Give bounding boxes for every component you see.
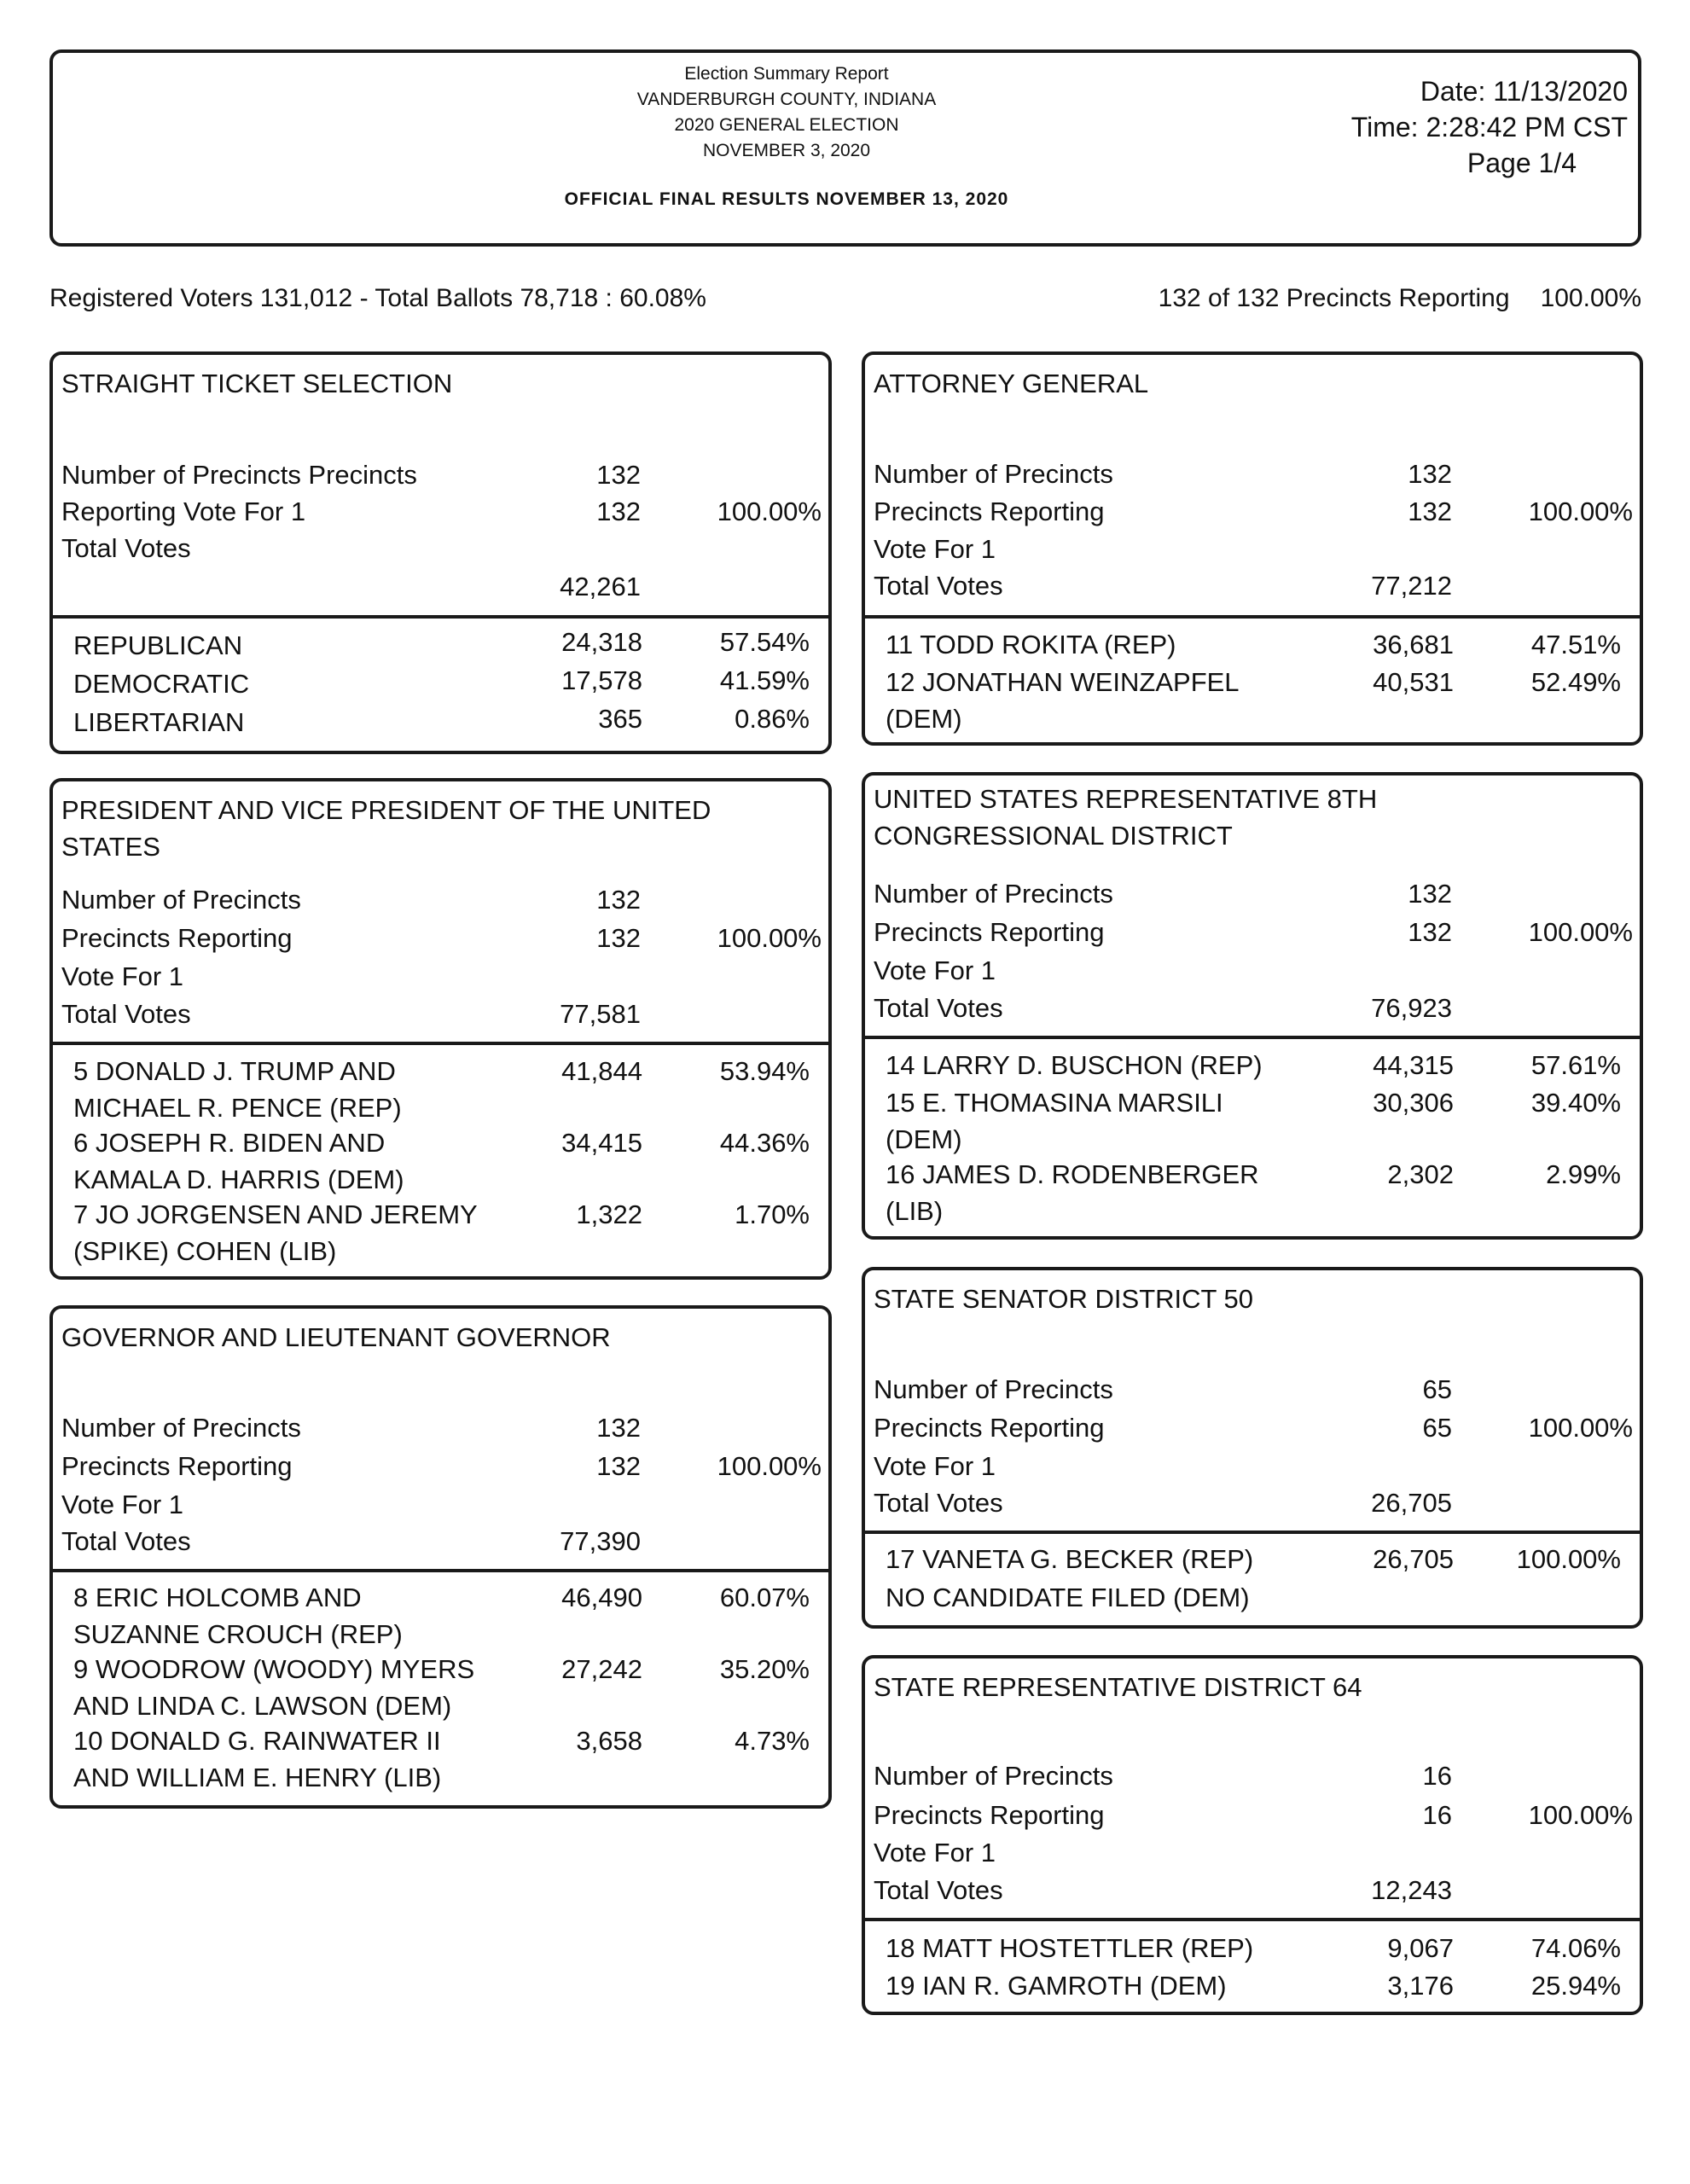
stat-value: 132 <box>596 460 641 490</box>
candidate-votes: 36,681 <box>1373 630 1454 659</box>
candidate-votes: 365 <box>598 704 642 734</box>
report-time: Time: 2:28:42 PM CST <box>1350 112 1628 142</box>
stat-label: Vote For 1 <box>61 961 184 991</box>
candidate-pct: 52.49% <box>1530 667 1621 697</box>
stat-label: Vote For 1 <box>61 1490 184 1519</box>
stat-label: Number of Precincts <box>874 459 1113 489</box>
contest-president <box>49 778 832 1280</box>
candidate-pct: 4.73% <box>735 1726 810 1756</box>
candidate-pct: 25.94% <box>1530 1971 1621 2001</box>
candidate-name: 12 JONATHAN WEINZAPFEL (DEM) <box>886 667 1240 734</box>
stat-pct: 100.00% <box>717 923 822 953</box>
contest-us-representative-8th <box>862 772 1643 1240</box>
stat-value: 132 <box>1408 497 1452 526</box>
stat-pct: 100.00% <box>1528 497 1633 526</box>
total-votes-value: 77,212 <box>1371 571 1452 601</box>
candidate-votes: 17,578 <box>561 665 642 695</box>
candidate-pct: 47.51% <box>1530 630 1621 659</box>
candidate-votes: 30,306 <box>1373 1088 1454 1118</box>
stat-label: Total Votes <box>874 993 1003 1023</box>
stat-label: Vote For 1 <box>874 956 996 985</box>
candidate-votes: 24,318 <box>561 627 642 657</box>
stat-label: Total Votes <box>874 571 1003 601</box>
stat-label: Number of Precincts Precincts <box>61 460 417 490</box>
candidate-votes: 9,067 <box>1387 1933 1454 1963</box>
election-name: 2020 GENERAL ELECTION <box>674 115 899 135</box>
divider <box>53 1042 828 1045</box>
stat-label: Total Votes <box>874 1488 1003 1518</box>
precincts-reporting-text: 132 of 132 Precincts Reporting <box>1158 284 1510 312</box>
candidate-votes: 41,844 <box>561 1056 642 1086</box>
stat-label: Number of Precincts <box>874 1374 1113 1404</box>
precincts-summary <box>1159 284 1641 313</box>
registered-voters-summary: Registered Voters 131,012 - Total Ballots 78,718 : 60.08% <box>49 284 706 312</box>
candidate-name: 6 JOSEPH R. BIDEN AND KAMALA D. HARRIS (DEM) <box>73 1128 404 1194</box>
stat-label: Number of Precincts <box>61 885 301 915</box>
candidate-pct: 41.59% <box>719 665 810 695</box>
stat-value: 132 <box>1408 459 1452 489</box>
candidate-name: 10 DONALD G. RAINWATER II AND WILLIAM E. HENRY (LIB) <box>73 1726 442 1792</box>
candidate-name: NO CANDIDATE FILED (DEM) <box>886 1583 1250 1612</box>
stat-pct: 100.00% <box>717 1451 822 1481</box>
divider <box>865 1918 1640 1921</box>
stat-label: Vote For 1 <box>874 1451 996 1481</box>
candidate-name: 9 WOODROW (WOODY) MYERS AND LINDA C. LAWSON (DEM) <box>73 1654 475 1721</box>
official-results-label: OFFICIAL FINAL RESULTS NOVEMBER 13, 2020 <box>564 189 1009 209</box>
candidate-name: 7 JO JORGENSEN AND JEREMY (SPIKE) COHEN (LIB) <box>73 1199 478 1266</box>
total-votes-value: 77,390 <box>560 1526 641 1556</box>
stat-label: Total Votes <box>874 1875 1003 1905</box>
stat-label: Number of Precincts <box>874 1761 1113 1791</box>
candidate-votes: 46,490 <box>561 1583 642 1612</box>
stat-value: 132 <box>1408 879 1452 909</box>
stat-label: Precincts Reporting <box>61 1451 293 1481</box>
stat-value: 132 <box>596 885 641 915</box>
stat-label: Precincts Reporting <box>874 1800 1105 1830</box>
candidate-votes: 26,705 <box>1373 1544 1454 1574</box>
contest-governor <box>49 1305 832 1809</box>
contest-title: STATE SENATOR DISTRICT 50 <box>874 1284 1253 1314</box>
candidate-votes: 2,302 <box>1387 1159 1454 1189</box>
candidate-votes: 3,176 <box>1387 1971 1454 2001</box>
stat-label: Precincts Reporting <box>874 1413 1105 1443</box>
candidate-pct: 2.99% <box>1546 1159 1621 1189</box>
total-votes-value: 42,261 <box>560 572 641 601</box>
divider <box>53 615 828 619</box>
stat-label: Total Votes <box>61 1526 191 1556</box>
precincts-reporting-pct: 100.00% <box>1540 284 1641 312</box>
stat-label: Vote For 1 <box>874 534 996 564</box>
candidate-name: 8 ERIC HOLCOMB AND SUZANNE CROUCH (REP) <box>73 1583 403 1649</box>
election-date: NOVEMBER 3, 2020 <box>702 141 871 160</box>
page-number: Page 1/4 <box>1466 148 1577 178</box>
candidate-name: 14 LARRY D. BUSCHON (REP) <box>886 1050 1263 1080</box>
contest-title: ATTORNEY GENERAL <box>874 369 1149 398</box>
contest-title: STRAIGHT TICKET SELECTION <box>61 369 453 398</box>
stat-pct: 100.00% <box>1528 1413 1633 1443</box>
stat-value: 132 <box>596 923 641 953</box>
stat-value: 132 <box>596 497 641 526</box>
report-header <box>49 49 1641 247</box>
stat-label: Total Votes <box>61 999 191 1029</box>
stat-label: Precincts Reporting <box>61 923 293 953</box>
candidate-name: 15 E. THOMASINA MARSILI (DEM) <box>886 1088 1223 1154</box>
candidate-pct: 100.00% <box>1516 1544 1621 1574</box>
candidate-name: 17 VANETA G. BECKER (REP) <box>886 1544 1254 1574</box>
stat-pct: 100.00% <box>1528 917 1633 947</box>
contest-straight-ticket <box>49 351 832 754</box>
candidate-pct: 44.36% <box>719 1128 810 1158</box>
candidate-pct: 35.20% <box>719 1654 810 1684</box>
candidate-name: 18 MATT HOSTETTLER (REP) <box>886 1933 1254 1963</box>
total-votes-value: 12,243 <box>1371 1875 1452 1905</box>
contest-title: PRESIDENT AND VICE PRESIDENT OF THE UNITED STATES <box>61 795 711 862</box>
stat-value: 16 <box>1422 1761 1452 1791</box>
candidate-name: DEMOCRATIC <box>73 669 250 699</box>
candidate-votes: 34,415 <box>561 1128 642 1158</box>
candidate-name: 5 DONALD J. TRUMP AND MICHAEL R. PENCE (REP) <box>73 1056 402 1123</box>
candidate-votes: 27,242 <box>561 1654 642 1684</box>
contest-title: GOVERNOR AND LIEUTENANT GOVERNOR <box>61 1322 611 1352</box>
candidate-pct: 39.40% <box>1530 1088 1621 1118</box>
candidate-pct: 0.86% <box>735 704 810 734</box>
candidate-name: LIBERTARIAN <box>73 707 245 737</box>
divider <box>865 615 1640 619</box>
stat-value: 132 <box>1408 917 1452 947</box>
divider <box>865 1531 1640 1534</box>
candidate-name: 11 TODD ROKITA (REP) <box>886 630 1176 659</box>
total-votes-value: 76,923 <box>1371 993 1452 1023</box>
candidate-votes: 3,658 <box>576 1726 642 1756</box>
candidate-pct: 74.06% <box>1530 1933 1621 1963</box>
stat-label: Number of Precincts <box>61 1413 301 1443</box>
candidate-pct: 53.94% <box>719 1056 810 1086</box>
total-votes-value: 26,705 <box>1371 1488 1452 1518</box>
report-meta <box>1351 73 1628 181</box>
stat-value: 65 <box>1422 1413 1452 1443</box>
stat-label: Reporting Vote For 1 <box>61 497 306 526</box>
report-title-block <box>497 61 1077 164</box>
contest-state-representative-64 <box>862 1655 1643 2015</box>
stat-pct: 100.00% <box>717 497 822 526</box>
stat-label: Precincts Reporting <box>874 917 1105 947</box>
contest-state-senator-50 <box>862 1267 1643 1629</box>
candidate-votes: 1,322 <box>576 1199 642 1229</box>
stat-label: Number of Precincts <box>874 879 1113 909</box>
contest-attorney-general <box>862 351 1643 746</box>
stat-value: 65 <box>1422 1374 1452 1404</box>
stat-value: 132 <box>596 1413 641 1443</box>
candidate-pct: 60.07% <box>719 1583 810 1612</box>
candidate-name: 19 IAN R. GAMROTH (DEM) <box>886 1971 1227 2001</box>
contest-title: STATE REPRESENTATIVE DISTRICT 64 <box>874 1672 1362 1702</box>
stat-value: 132 <box>596 1451 641 1481</box>
candidate-pct: 1.70% <box>735 1199 810 1229</box>
stat-pct: 100.00% <box>1528 1800 1633 1830</box>
stat-value: 16 <box>1422 1800 1452 1830</box>
report-date: Date: 11/13/2020 <box>1420 76 1628 107</box>
contest-title: UNITED STATES REPRESENTATIVE 8TH CONGRESSIONAL DISTRICT <box>874 784 1378 851</box>
county-name: VANDERBURGH COUNTY, INDIANA <box>636 90 937 109</box>
stat-label: Precincts Reporting <box>874 497 1105 526</box>
divider <box>865 1036 1640 1039</box>
candidate-votes: 44,315 <box>1373 1050 1454 1080</box>
candidate-votes: 40,531 <box>1373 667 1454 697</box>
candidate-pct: 57.61% <box>1530 1050 1621 1080</box>
candidate-name: REPUBLICAN <box>73 630 243 660</box>
report-title: Election Summary Report <box>684 64 889 84</box>
total-votes-value: 77,581 <box>560 999 641 1029</box>
candidate-pct: 57.54% <box>719 627 810 657</box>
stat-label: Total Votes <box>61 533 191 563</box>
candidate-name: 16 JAMES D. RODENBERGER (LIB) <box>886 1159 1259 1226</box>
divider <box>53 1569 828 1572</box>
stat-label: Vote For 1 <box>874 1838 996 1867</box>
